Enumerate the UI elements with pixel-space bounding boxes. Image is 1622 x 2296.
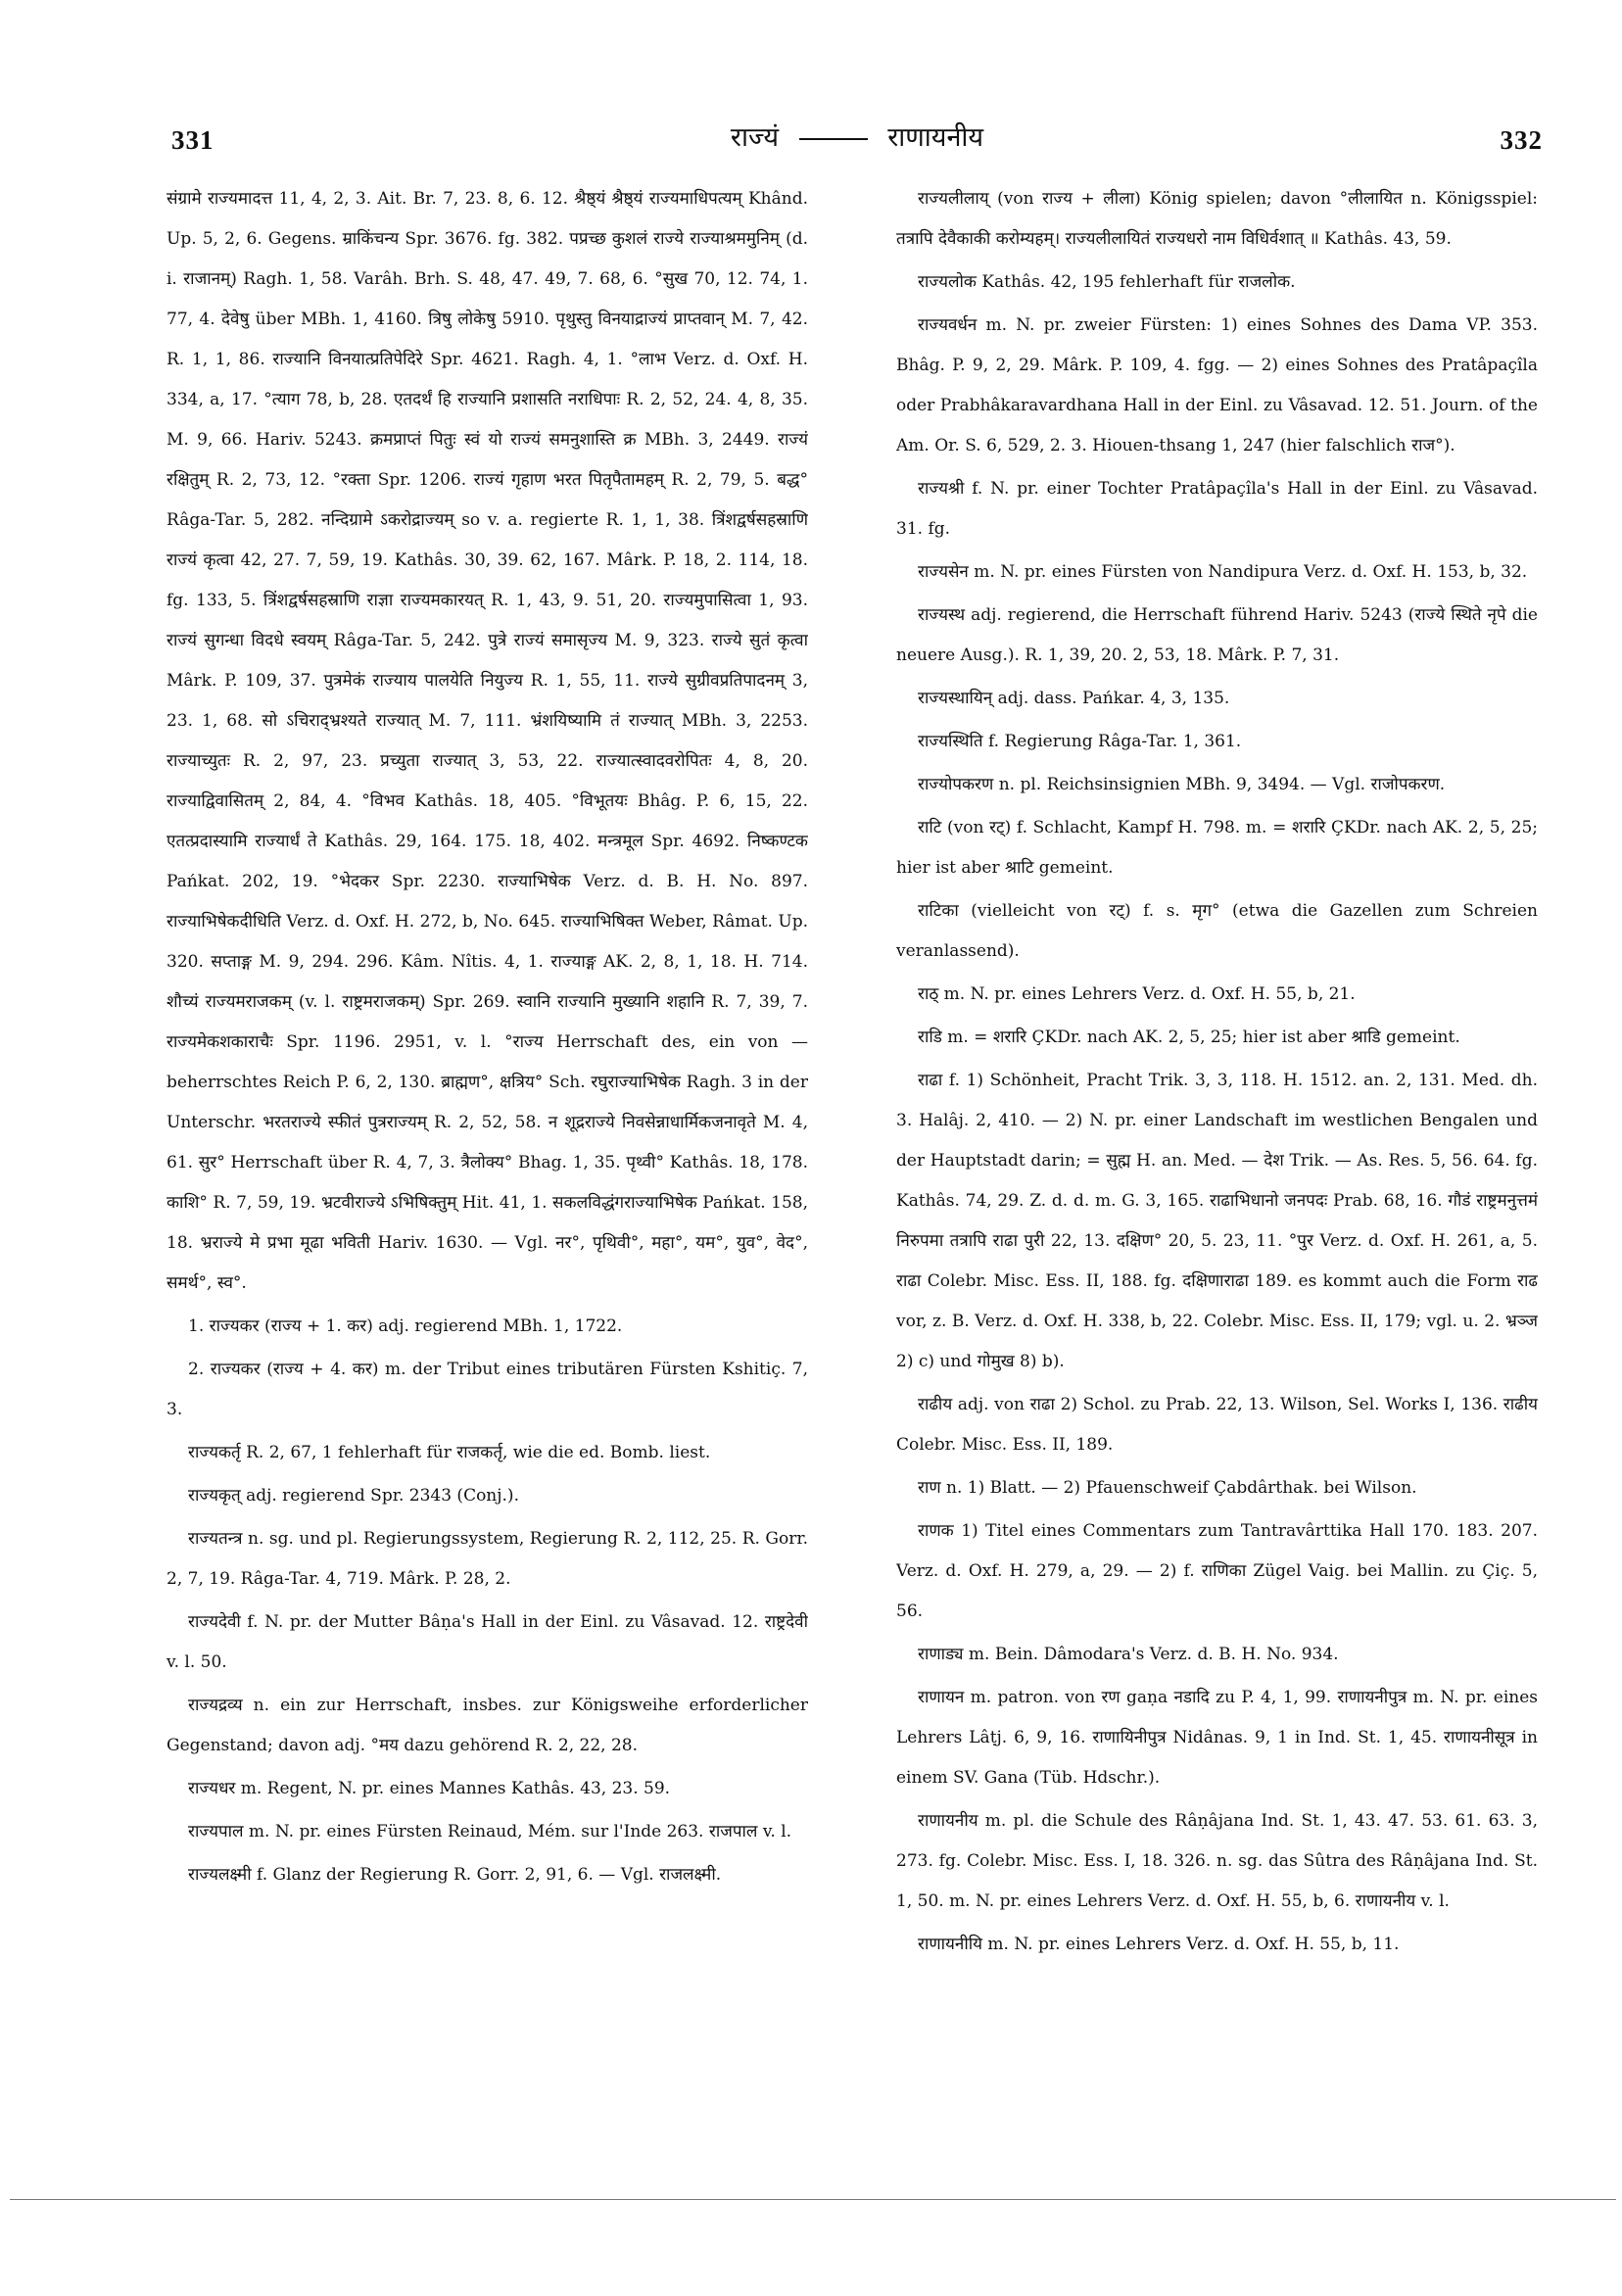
- right-column: [896, 179, 1538, 2094]
- right-headword: राणायनीय: [887, 122, 984, 153]
- left-column: [167, 179, 808, 2094]
- dictionary-entry: 2. राज्यकर (राज्य + 4. कर) m. der Tribut eines tributären Fürsten Kshitiç. 7, 3.: [167, 1360, 808, 1419]
- dictionary-entry: राज्यसेन m. N. pr. eines Fürsten von Nandipura Verz. d. Oxf. H. 153, b, 32.: [918, 562, 1528, 582]
- dictionary-entry: राज्यस्थ adj. regierend, die Herrschaft führend Hariv. 5243 (राज्ये स्थिते नृपे die neuere Ausg.). R. 1, 39, 20. 2, 53, 18. Mârk. P. 7, 31.: [896, 605, 1538, 665]
- dictionary-entry: राज्यवर्धन m. N. pr. zweier Fürsten: 1) eines Sohnes des Dama VP. 353. Bhâg. P. 9, 2, 29. Mârk. P. 109, 4. fgg. — 2) eines Sohnes des Pratâpaçîla oder Prabhâkaravardhana Hall in der Einl. zu Vâsavad. 12. 51. Journ. of the Am. Or. S. 6, 529, 2. 3. Hiouen-thsang 1, 247 (hier falschlich राज°).: [896, 315, 1538, 455]
- dictionary-entry: राज्यलीलाय् (von राज्य + लीला) König spielen; davon °लीलायित n. Königsspiel: तत्रापि देवैकाकी करोम्यहम्। राज्यलीलायितं राज्यधरो नाम विधिर्वशात् ॥ Kathâs. 43, 59.: [896, 189, 1538, 249]
- dictionary-entry: राज्यतन्त्र n. sg. und pl. Regierungssystem, Regierung R. 2, 112, 25. R. Gorr. 2, 7, 19. Râga-Tar. 4, 719. Mârk. P. 28, 2.: [167, 1529, 808, 1589]
- dictionary-entry: राज्यकृत् adj. regierend Spr. 2343 (Conj.).: [188, 1486, 519, 1506]
- dictionary-entry: राडि m. = शरारि ÇKDr. nach AK. 2, 5, 25; hier ist aber श्राडि gemeint.: [918, 1028, 1460, 1047]
- dictionary-entry: राज्यकर्तृ R. 2, 67, 1 fehlerhaft für राजकर्तृ, wie die ed. Bomb. liest.: [188, 1443, 711, 1462]
- dictionary-entry: संग्रामे राज्यमादत्त 11, 4, 2, 3. Ait. Br. 7, 23. 8, 6. 12. श्रैष्ठ्यं श्रैष्ठ्यं राज्यमाधिपत्यम् Khând. Up. 5, 2, 6. Gegens. म्राकिंचन्य Spr. 3676. fg. 382. पप्रच्छ कुशलं राज्ये राज्याश्रममुनिम् (d. i. राजानम्) Ragh. 1, 58. Varâh. Brh. S. 48, 47. 49, 7. 68, 6. °सुख 70, 12. 74, 1. 77, 4. देवेषु über MBh. 1, 4160. त्रिषु लोकेषु 5910. पृथुस्तु विनयाद्राज्यं प्राप्तवान् M. 7, 42. R. 1, 1, 86. राज्यानि विनयात्प्रतिपेदिरे Spr. 4621. Ragh. 4, 1. °लाभ Verz. d. Oxf. H. 334, a, 17. °त्याग 78, b, 28. एतदर्थं हि राज्यानि प्रशासति नराधिपाः R. 2, 52, 24. 4, 8, 35. M. 9, 66. Hariv. 5243. क्रमप्राप्तं पितुः स्वं यो राज्यं समनुशास्ति क्र MBh. 3, 2449. राज्यं रक्षितुम् R. 2, 73, 12. °रक्ता Spr. 1206. राज्यं गृहाण भरत पितृपैतामहम् R. 2, 79, 5. बद्ध° Râga-Tar. 5, 282. नन्दिग्रामे ऽकरोद्राज्यम् so v. a. regierte R. 1, 1, 38. त्रिंशद्वर्षसहस्राणि राज्यं कृत्वा 42, 27. 7, 59, 19. Kathâs. 30, 39. 62, 167. Mârk. P. 18, 2. 114, 18. fg. 133, 5. त्रिंशद्वर्षसहस्राणि राज्ञा राज्यमकारयत् R. 1, 43, 9. 51, 20. राज्यमुपासित्वा 1, 93. राज्यं सुगन्धा विदधे स्वयम् Râga-Tar. 5, 242. पुत्रे राज्यं समासृज्य M. 9, 323. राज्ये सुतं कृत्वा Mârk. P. 109, 37. पुत्रमेकं राज्याय पालयेति नियुज्य R. 1, 55, 11. राज्ये सुग्रीवप्रतिपादनम् 3, 23. 1, 68. सो ऽचिराद्भ्रश्यते राज्यात् M. 7, 111. भ्रंशयिष्यामि तं राज्यात् MBh. 3, 2253. राज्याच्युतः R. 2, 97, 23. प्रच्युता राज्यात् 3, 53, 22. राज्यात्स्वादवरोपितः 4, 8, 20. राज्याद्विवासितम् 2, 84, 4. °विभव Kathâs. 18, 405. °विभूतयः Bhâg. P. 6, 15, 22. एतत्प्रदास्यामि राज्यार्धं ते Kathâs. 29, 164. 175. 18, 402. मन्त्रमूल Spr. 4692. निष्कण्टक Pańkat. 202, 19. °भेदकर Spr. 2230. राज्याभिषेक Verz. d. B. H. No. 897. राज्याभिषेकदीधिति Verz. d. Oxf. H. 272, b, No. 645. राज्याभिषिक्त Weber, Râmat. Up. 320. सप्ताङ्ग M. 9, 294. 296. Kâm. Nîtis. 4, 1. राज्याङ्ग AK. 2, 8, 1, 18. H. 714. शौच्यं राज्यमराजकम् (v. l. राष्ट्रमराजकम्) Spr. 269. स्वानि राज्यानि मुख्यानि शहानि R. 7, 39, 7. राज्यमेकशकाराचैः Spr. 1196. 2951, v. l. °राज्य Herrschaft des, ein von — beherrschtes Reich P. 6, 2, 130. ब्राह्मण°, क्षत्रिय° Sch. रघुराज्याभिषेक Ragh. 3 in der Unterschr. भरतराज्ये स्फीतं पुत्रराज्यम् R. 2, 52, 58. न शूद्रराज्ये निवसेन्नाधार्मिकजनावृते M. 4, 61. सुर° Herrschaft über R. 4, 7, 3. त्रैलोक्य° Bhag. 1, 35. पृथ्वी° Kathâs. 18, 178. काशि° R. 7, 59, 19. भ्रटवीराज्ये ऽभिषिक्तुम् Hit. 41, 1. सकलविद्धंगराज्याभिषेक Pańkat. 158, 18. भ्रराज्ये मे प्रभा मूढा भविती Hariv. 1630. — Vgl. नर°, पृथिवी°, महा°, यम°, युव°, वेद°, समर्थ°, स्व°.: [167, 189, 808, 1293]
- page-header: [171, 118, 1543, 167]
- dictionary-entry: राटिका (vielleicht von रट्) f. s. मृग° (etwa die Gazellen zum Schreien veranlassend).: [896, 901, 1538, 961]
- dictionary-entry: राणायन m. patron. von रण gaṇa नडादि zu P. 4, 1, 99. राणायनीपुत्र m. N. pr. eines Lehrers Lâṭj. 6, 9, 16. राणायिनीपुत्र Nidânas. 9, 1 in Ind. St. 1, 45. राणायनीसूत्र in einem SV. Gana (Tüb. Hdschr.).: [896, 1688, 1538, 1788]
- dictionary-entry: राज्यस्थिति f. Regierung Râga-Tar. 1, 361.: [918, 732, 1242, 751]
- dictionary-entry: राढीय adj. von राढा 2) Schol. zu Prab. 22, 13. Wilson, Sel. Works I, 136. राढीय Colebr. Misc. Ess. II, 189.: [896, 1395, 1538, 1455]
- left-headword: राज्यं: [730, 122, 780, 153]
- dictionary-entry: राढा f. 1) Schönheit, Pracht Trik. 3, 3, 118. H. 1512. an. 2, 131. Med. dh. 3. Halâj. 2, 410. — 2) N. pr. einer Landschaft im westlichen Bengalen und der Hauptstadt darin; = सुह्म H. an. Med. — देश Trik. — As. Res. 5, 56. 64. fg. Kathâs. 74, 29. Z. d. d. m. G. 3, 165. राढाभिधानो जनपदः Prab. 68, 16. गौडं राष्ट्रमनुत्तमं निरुपमा तत्रापि राढा पुरी 22, 13. दक्षिण° 20, 5. 23, 11. °पुर Verz. d. Oxf. H. 261, a, 5. राढा Colebr. Misc. Ess. II, 188. fg. दक्षिणाराढा 189. es kommt auch die Form राढ vor, z. B. Verz. d. Oxf. H. 338, b, 22. Colebr. Misc. Ess. II, 179; vgl. u. 2. भ्रञ्ज 2) c) und गोमुख 8) b).: [896, 1071, 1538, 1371]
- dictionary-entry: राण n. 1) Blatt. — 2) Pfauenschweif Çabdârthak. bei Wilson.: [918, 1478, 1417, 1498]
- dictionary-entry: 1. राज्यकर (राज्य + 1. कर) adj. regierend MBh. 1, 1722.: [188, 1316, 623, 1336]
- dictionary-entry: राज्यश्री f. N. pr. einer Tochter Pratâpaçîla's Hall in der Einl. zu Vâsavad. 31. fg.: [896, 479, 1538, 539]
- dictionary-entry: राणक 1) Titel eines Commentars zum Tantravârttika Hall 170. 183. 207. Verz. d. Oxf. H. 279, a, 29. — 2) f. राणिका Zügel Vaig. bei Mallin. zu Çiç. 5, 56.: [896, 1521, 1538, 1621]
- dictionary-entry: राज्यपाल m. N. pr. eines Fürsten Reinaud, Mém. sur l'Inde 263. राजपाल v. l.: [188, 1822, 792, 1842]
- dictionary-entry: राणाड्य m. Bein. Dâmodara's Verz. d. B. H. No. 934.: [918, 1645, 1339, 1664]
- dictionary-entry: राज्यधर m. Regent, N. pr. eines Mannes Kathâs. 43, 23. 59.: [188, 1779, 671, 1798]
- dictionary-entry: राज्यदेवी f. N. pr. der Mutter Bâṇa's Hall in der Einl. zu Vâsavad. 12. राष्ट्रदेवी v. l. 50.: [167, 1612, 808, 1672]
- dictionary-entry: राज्यलक्ष्मी f. Glanz der Regierung R. Gorr. 2, 91, 6. — Vgl. राजलक्ष्मी.: [188, 1865, 722, 1885]
- dictionary-entry: राज्यस्थायिन् adj. dass. Pańkar. 4, 3, 135.: [918, 689, 1230, 708]
- dictionary-entry: राठ् m. N. pr. eines Lehrers Verz. d. Oxf. H. 55, b, 21.: [918, 984, 1356, 1004]
- left-page-number: 331: [171, 125, 215, 155]
- headword-dash: [799, 138, 868, 140]
- right-page-number: 332: [1500, 125, 1543, 155]
- dictionary-entry: राज्योपकरण n. pl. Reichsinsignien MBh. 9, 3494. — Vgl. राजोपकरण.: [918, 775, 1446, 794]
- dictionary-entry: राणायनीयि m. N. pr. eines Lehrers Verz. d. Oxf. H. 55, b, 11.: [918, 1935, 1400, 1954]
- running-head: [171, 118, 1543, 154]
- bottom-rule: [10, 2199, 1616, 2200]
- dictionary-entry: राटि (von रट्) f. Schlacht, Kampf H. 798. m. = शरारि ÇKDr. nach AK. 2, 5, 25; hier ist aber श्राटि gemeint.: [896, 818, 1538, 878]
- dictionary-entry: राणायनीय m. pl. die Schule des Râṇâjana Ind. St. 1, 43. 47. 53. 61. 63. 3, 273. fg. Colebr. Misc. Ess. I, 18. 326. n. sg. das Sûtra des Râṇâjana Ind. St. 1, 50. m. N. pr. eines Lehrers Verz. d. Oxf. H. 55, b, 6. राणायनीय v. l.: [896, 1811, 1538, 1911]
- dictionary-entry: राज्यलोक Kathâs. 42, 195 fehlerhaft für राजलोक.: [918, 272, 1296, 292]
- dictionary-entry: राज्यद्रव्य n. ein zur Herrschaft, insbes. zur Königsweihe erforderlicher Gegenstand; davon adj. °मय dazu gehörend R. 2, 22, 28.: [167, 1696, 808, 1755]
